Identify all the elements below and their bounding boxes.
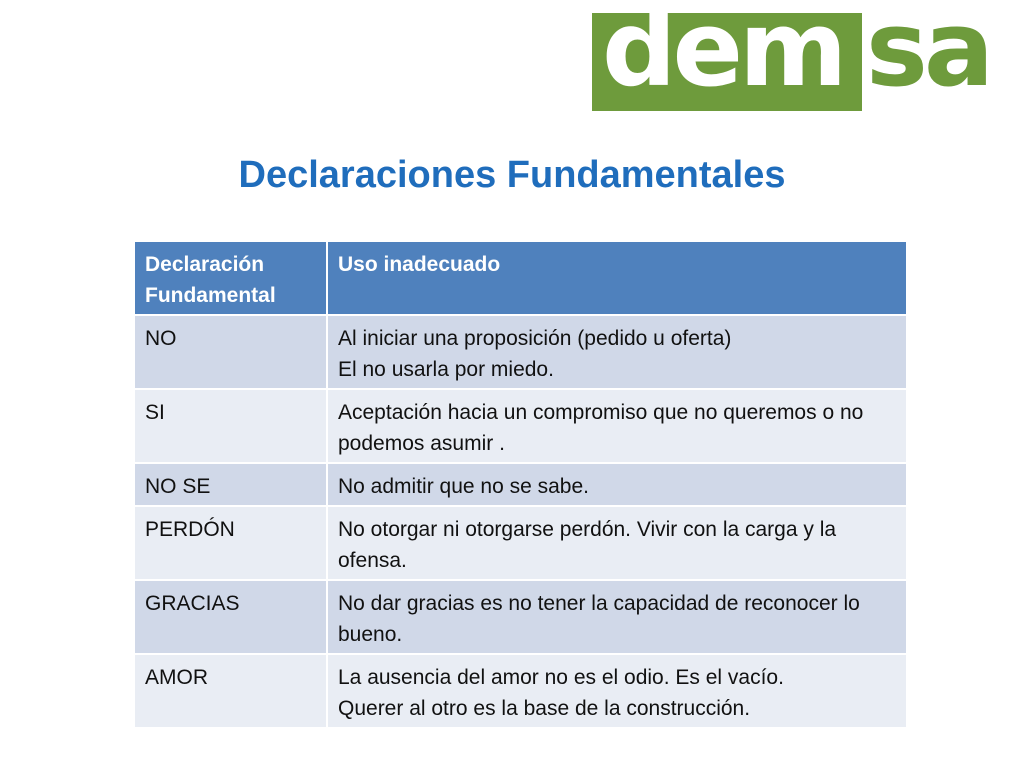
table-row [134,389,907,463]
cell-declaracion: AMOR [134,654,327,728]
logo-text-dem: dem [602,0,844,110]
table-header-row [134,241,907,315]
cell-uso [327,580,907,654]
cell-declaracion: PERDÓN [134,506,327,580]
cell-uso [327,389,907,463]
table-row [134,580,907,654]
logo-green-box [592,0,862,111]
declarations-table [133,240,908,729]
cell-uso-line: No dar gracias es no tener la capacidad de reconocer lo bueno. [338,592,860,646]
table-row [134,654,907,728]
cell-declaracion: NO [134,315,327,389]
header-uso: Uso inadecuado [327,241,907,315]
table-row [134,463,907,506]
cell-uso [327,315,907,389]
page-title: Declaraciones Fundamentales [238,154,786,196]
cell-uso [327,506,907,580]
cell-declaracion: SI [134,389,327,463]
cell-uso [327,654,907,728]
header-declaracion: Declaración Fundamental [134,241,327,315]
cell-declaracion: GRACIAS [134,580,327,654]
logo-text-sa: sa [866,0,991,110]
demsa-logo [592,0,992,111]
table-row [134,315,907,389]
cell-uso-line: No otorgar ni otorgarse perdón. Vivir con la carga y la ofensa. [338,518,837,572]
cell-uso [327,463,907,506]
cell-declaracion: NO SE [134,463,327,506]
table-row [134,506,907,580]
cell-uso-line: Aceptación hacia un compromiso que no queremos o no podemos asumir . [338,401,864,455]
cell-uso-line: No admitir que no se sabe. [338,475,589,498]
cell-uso-line: Querer al otro es la base de la construcción. [338,697,751,720]
cell-uso-line: Al iniciar una proposición (pedido u oferta) [338,327,732,350]
cell-uso-line: La ausencia del amor no es el odio. Es el vacío. [338,666,784,689]
cell-uso-line: El no usarla por miedo. [338,358,554,381]
